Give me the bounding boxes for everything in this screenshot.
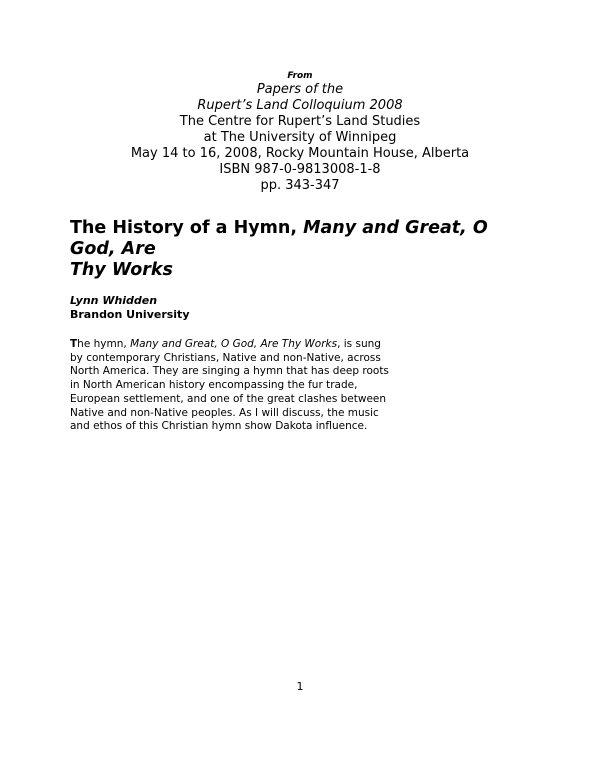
para-lead: he hymn, xyxy=(77,338,131,350)
isbn: ISBN 987-0-9813008-1-8 xyxy=(219,162,381,177)
drop-cap: T xyxy=(70,338,78,350)
event-dates-location: May 14 to 16, 2008, Rocky Mountain House, Alberta xyxy=(130,146,470,161)
para-rest: , is sung by contemporary Christians, Native and non-Native, across North America. They are singing a hymn that has deep roots in North American history encompassing the fur trade, European settlement, and one of the great clashes between Native and non-Native peoples. As I will discuss, the music and ethos of this Christian hymn show Dakota influence. xyxy=(70,338,389,433)
article-title xyxy=(70,218,530,281)
source-title-line1: Papers of the xyxy=(256,82,344,97)
author-affiliation: Brandon University xyxy=(70,308,190,321)
page-number: 1 xyxy=(296,680,304,693)
title-italic-line1: Many and Great, O xyxy=(303,218,488,238)
title-italic-line3: Thy Works xyxy=(70,260,173,280)
author-block xyxy=(70,294,190,322)
title-italic-line2: God, Are xyxy=(70,239,156,259)
title-prefix: The History of a Hymn, xyxy=(70,218,304,238)
publisher-line1: The Centre for Rupert’s Land Studies xyxy=(179,114,421,129)
source-title-line2: Rupert’s Land Colloquium 2008 xyxy=(197,98,403,113)
page-range: pp. 343-347 xyxy=(260,178,340,193)
front-matter xyxy=(0,70,600,194)
author-name: Lynn Whidden xyxy=(70,294,158,307)
from-label: From xyxy=(287,71,313,81)
hymn-title-inline: Many and Great, O God, Are Thy Works xyxy=(130,338,338,350)
body-paragraph xyxy=(70,338,390,434)
publisher-line2: at The University of Winnipeg xyxy=(203,130,397,145)
